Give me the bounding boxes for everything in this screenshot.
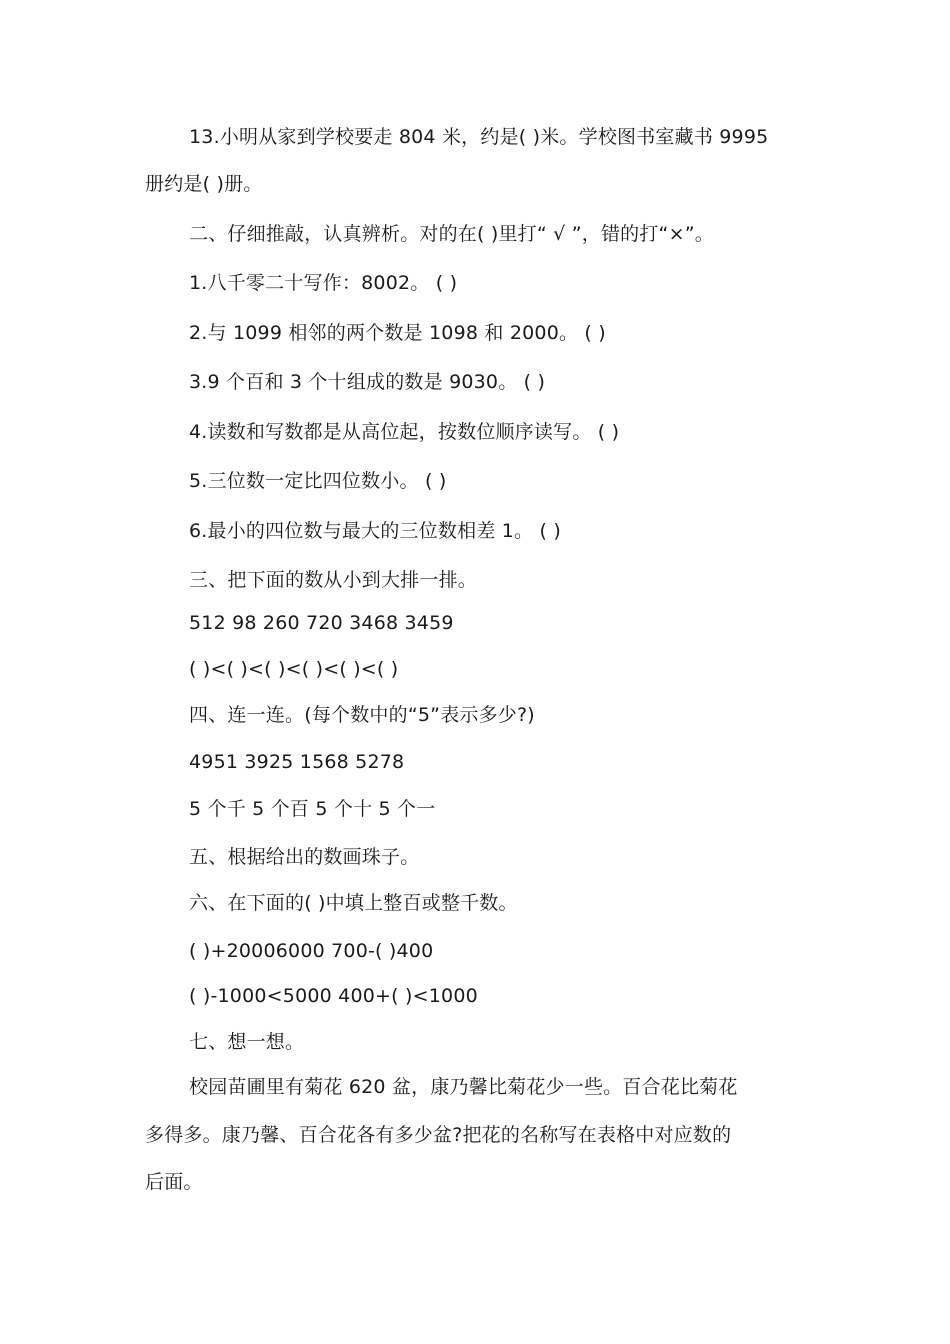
- numbers-to-sort: 512 98 260 720 3468 3459: [189, 612, 454, 634]
- question-13-line-2: 册约是( )册。: [145, 173, 263, 195]
- problem-line-1: 校园苗圃里有菊花 620 盆，康乃馨比菊花少一些。百合花比菊花: [189, 1076, 738, 1098]
- section-7-heading: 七、想一想。: [189, 1031, 305, 1053]
- section-2-heading: 二、仔细推敲，认真辨析。对的在( )里打“ √ ”，错的打“×”。: [189, 223, 714, 245]
- section-4-heading: 四、连一连。(每个数中的“5”表示多少?): [189, 704, 535, 726]
- match-values: 5 个千 5 个百 5 个十 5 个一: [189, 798, 436, 820]
- judge-item-6: 6.最小的四位数与最大的三位数相差 1。 ( ): [189, 520, 561, 542]
- question-13-line-1: 13.小明从家到学校要走 804 米，约是( )米。学校图书室藏书 9995: [189, 126, 769, 148]
- judge-item-2: 2.与 1099 相邻的两个数是 1098 和 2000。 ( ): [189, 322, 606, 344]
- judge-item-5: 5.三位数一定比四位数小。 ( ): [189, 470, 447, 492]
- fill-row-2: ( )-1000<5000 400+( )<1000: [189, 985, 478, 1007]
- match-numbers: 4951 3925 1568 5278: [189, 751, 405, 773]
- fill-row-1: ( )+20006000 700-( )400: [189, 940, 434, 962]
- judge-item-3: 3.9 个百和 3 个十组成的数是 9030。 ( ): [189, 371, 546, 393]
- problem-line-3: 后面。: [145, 1171, 203, 1193]
- judge-item-4: 4.读数和写数都是从高位起，按数位顺序读写。 ( ): [189, 421, 620, 443]
- section-3-heading: 三、把下面的数从小到大排一排。: [189, 569, 478, 591]
- problem-line-2: 多得多。康乃馨、百合花各有多少盆?把花的名称写在表格中对应数的: [145, 1124, 732, 1146]
- section-6-heading: 六、在下面的( )中填上整百或整千数。: [189, 892, 518, 914]
- section-5-heading: 五、根据给出的数画珠子。: [189, 846, 420, 868]
- judge-item-1: 1.八千零二十写作：8002。 ( ): [189, 272, 458, 294]
- sort-blanks: ( )<( )<( )<( )<( )<( ): [189, 658, 399, 680]
